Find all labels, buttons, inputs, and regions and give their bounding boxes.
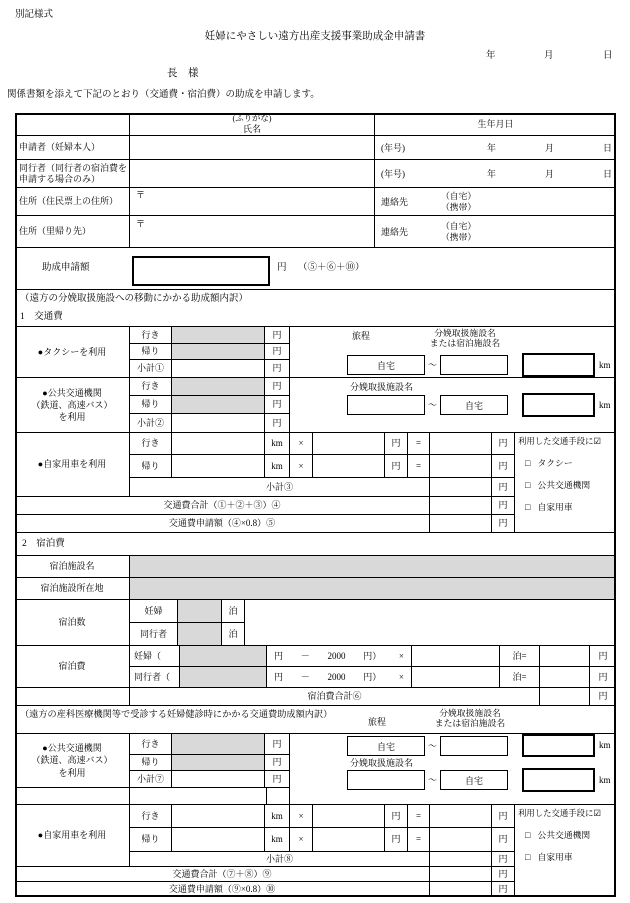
section3-note: （遠方の産科医療機関等で受診する妊婦健診時にかかる交通費助成額内訳） — [20, 709, 333, 719]
lodging-companion-cost-input[interactable] — [180, 667, 267, 688]
lodging-companion-nights-input[interactable] — [412, 667, 500, 688]
checkbox-taxi[interactable]: □ タクシー — [525, 457, 573, 468]
date-year-label: 年 — [486, 51, 496, 61]
companion-year-label: 年 — [487, 169, 497, 179]
kana-label: (ふりがな) — [232, 114, 272, 123]
checkbox-icon[interactable]: □ — [525, 479, 531, 490]
address1-postal-mark: 〒 — [136, 190, 146, 200]
lodging-name-label: 宿泊施設名 — [15, 556, 130, 578]
facility-label-2: 分娩取扱施設名 — [350, 382, 414, 392]
lodging-address-label: 宿泊施設所在地 — [15, 578, 130, 600]
section1-heading: 1 交通費 — [20, 312, 63, 322]
address1-row-label: 住所（住民票上の住所） — [15, 188, 130, 216]
checkup-car-go-rate-input[interactable] — [313, 805, 385, 828]
checkup-distance-km-1: km — [599, 740, 611, 750]
taxi-distance-km: km — [599, 360, 611, 370]
car-go-label: 行き — [130, 433, 172, 455]
taxi-return-yen: 円 — [265, 343, 290, 360]
section1-note: （遠方の分娩取扱施設への移動にかかる助成額内訳） — [20, 294, 249, 304]
spacer-cell-3 — [267, 788, 290, 805]
birthdate-header-cell — [375, 113, 616, 136]
applicant-name-input[interactable] — [130, 136, 375, 160]
nights-companion-input[interactable] — [178, 623, 222, 646]
transport-request-yen: 円 — [492, 515, 515, 533]
address2-contact-label: 連絡先 — [381, 227, 409, 237]
checkup-car-return-km-input[interactable] — [172, 828, 265, 852]
taxi-journey-tilde: ～ — [428, 360, 438, 370]
grant-amount-yen: 円 — [277, 263, 287, 273]
checkbox-public[interactable]: □ 公共交通機関 — [525, 479, 591, 490]
car-go-total-yen: 円 — [492, 433, 515, 455]
checkup-car-go-km-input[interactable] — [172, 805, 265, 828]
public-subtotal-input[interactable] — [172, 414, 265, 433]
taxi-subtotal-input[interactable] — [172, 360, 265, 378]
car-go-km-unit: km — [265, 433, 290, 455]
checkup-public-return-label: 帰り — [130, 755, 172, 771]
car-return-equals: = — [408, 455, 430, 478]
checkbox-icon[interactable]: □ — [525, 829, 531, 840]
taxi-subtotal-label: 小計① — [130, 360, 172, 378]
checkup-distance-input-2[interactable] — [522, 768, 595, 792]
checkup-car-return-rate-yen: 円 — [385, 828, 408, 852]
lodging-pregnant-label: 妊婦（ — [130, 646, 180, 667]
car-return-rate-yen: 円 — [385, 455, 408, 478]
checkup-car-return-times: × — [290, 828, 313, 852]
address1-mobile-label: （携帯） — [441, 202, 477, 212]
checkup-car-go-rate-yen: 円 — [385, 805, 408, 828]
checkup-public-go-label: 行き — [130, 733, 172, 755]
car-category-cell: ●自家用車を利用 — [15, 433, 130, 497]
car-subtotal-yen: 円 — [492, 478, 515, 497]
nights-companion-unit: 泊 — [222, 623, 245, 646]
checkup-journey-facility-box-1[interactable] — [440, 736, 508, 756]
lodging-companion-formula: 円 － 2000 円） × — [267, 667, 412, 688]
lodging-pregnant-yen: 円 — [590, 646, 616, 667]
checkup-distance-km-2: km — [599, 775, 611, 785]
checkup-journey-tilde-1: ～ — [428, 741, 438, 751]
checkup-public-go-yen: 円 — [265, 733, 290, 755]
applicant-era-label: (年号) — [381, 143, 405, 153]
facility-label-1: 分娩取扱施設名 または宿泊施設名 — [429, 327, 501, 348]
checkup-car-go-km-unit: km — [265, 805, 290, 828]
car-go-km-input[interactable] — [172, 433, 265, 455]
checkup-request-label: 交通費申請額（⑨×0.8）⑩ — [15, 882, 430, 897]
public-journey-home-box: 自宅 — [440, 395, 508, 415]
public-distance-input[interactable] — [522, 393, 595, 417]
checkup-car-return-total-yen: 円 — [492, 828, 515, 852]
checkbox-icon[interactable]: □ — [525, 851, 531, 862]
grant-amount-label: 助成申請額 — [42, 263, 90, 273]
car-go-equals: = — [408, 433, 430, 455]
car-go-rate-yen: 円 — [385, 433, 408, 455]
applicant-year-label: 年 — [487, 143, 497, 153]
checkup-car-return-rate-input[interactable] — [313, 828, 385, 852]
grant-amount-input[interactable] — [132, 256, 270, 286]
taxi-go-label: 行き — [130, 326, 172, 343]
checkup-car-return-label: 帰り — [130, 828, 172, 852]
taxi-journey-start-box: 自宅 — [347, 355, 425, 375]
nights-pregnant-label: 妊婦 — [130, 600, 178, 623]
nights-blank-area — [245, 600, 616, 646]
address2-postal-mark: 〒 — [136, 219, 146, 229]
companion-row-label: 同行者（同行者の宿泊費を申請する場合のみ） — [15, 160, 130, 188]
checkup-public-subtotal-label: 小計⑦ — [130, 771, 172, 788]
checkup-car-go-label: 行き — [130, 805, 172, 828]
checkup-car-return-total-input[interactable] — [430, 828, 492, 852]
public-return-fare-input[interactable] — [172, 396, 265, 414]
nights-companion-label: 同行者 — [130, 623, 178, 646]
public-return-yen: 円 — [265, 396, 290, 414]
checkup-car-go-total-yen: 円 — [492, 805, 515, 828]
companion-name-input[interactable] — [130, 160, 375, 188]
grant-amount-formula: （⑤＋⑥＋⑩） — [298, 263, 365, 273]
facility-label-3: 分娩取扱施設名 または宿泊施設名 — [434, 707, 506, 728]
car-return-rate-input[interactable] — [313, 455, 385, 478]
checkup-car-subtotal-yen: 円 — [492, 852, 515, 867]
intro-sentence: 関係書類を添えて下記のとおり（交通費・宿泊費）の助成を申請します。 — [7, 90, 320, 100]
applicant-day-label: 日 — [603, 143, 613, 153]
checkup-public-category-cell: ●公共交通機関 （鉄道、高速バス） を利用 — [15, 733, 130, 788]
checkup-car-category-cell: ●自家用車を利用 — [15, 805, 130, 867]
journey-label-3: 旅程 — [368, 717, 387, 727]
nights-pregnant-unit: 泊 — [222, 600, 245, 623]
transport-request-label: 交通費申請額（④×0.8）⑤ — [15, 515, 430, 533]
lodging-pregnant-nights-input[interactable] — [412, 646, 500, 667]
transport-total-yen: 円 — [492, 497, 515, 515]
spacer-cell-1 — [15, 788, 130, 805]
checkup-car-go-total-input[interactable] — [430, 805, 492, 828]
car-go-times: × — [290, 433, 313, 455]
page-title: 妊婦にやさしい遠方出産支援事業助成金申請書 — [204, 31, 426, 42]
car-go-rate-input[interactable] — [313, 433, 385, 455]
applicant-month-label: 月 — [545, 143, 555, 153]
checkup-car-return-equals: = — [408, 828, 430, 852]
car-return-total-yen: 円 — [492, 455, 515, 478]
address2-home-label: （自宅） — [441, 221, 477, 231]
lodging-companion-label: 同行者（ — [130, 667, 180, 688]
public-go-fare-input[interactable] — [172, 378, 265, 396]
lodging-total-label: 宿泊費合計⑥ — [130, 688, 540, 706]
checkup-distance-input-1[interactable] — [522, 734, 595, 757]
address1-input[interactable] — [130, 188, 375, 216]
checkbox-checkup-car[interactable]: □ 自家用車 — [525, 851, 573, 862]
public-return-label: 帰り — [130, 396, 172, 414]
checkup-journey-tilde-2: ～ — [428, 775, 438, 785]
applicant-row-label: 申請者（妊婦本人） — [15, 136, 130, 160]
companion-day-label: 日 — [603, 169, 613, 179]
nights-pregnant-input[interactable] — [178, 600, 222, 623]
lodging-total-input[interactable] — [540, 688, 590, 706]
checkup-public-return-yen: 円 — [265, 755, 290, 771]
checkbox-car[interactable]: □ 自家用車 — [525, 501, 573, 512]
checkup-public-subtotal-input[interactable] — [172, 771, 265, 788]
addressee-label: 長 様 — [167, 68, 199, 79]
public-subtotal-yen: 円 — [265, 414, 290, 433]
lodging-pregnant-formula: 円 － 2000 円） × — [267, 646, 412, 667]
lodging-total-yen: 円 — [590, 688, 616, 706]
lodging-total-blank — [15, 688, 130, 706]
checkup-facility-label: 分娩取扱施設名 — [350, 758, 414, 768]
transport-mode-title: 利用した交通手段に☑ — [518, 437, 601, 446]
date-month-label: 月 — [544, 51, 554, 61]
address2-contact-input[interactable] — [375, 216, 616, 248]
checkup-request-input[interactable] — [430, 882, 492, 897]
name-header-cell — [130, 113, 375, 136]
public-journey-tilde: ～ — [428, 400, 438, 410]
checkup-car-subtotal-label: 小計⑧ — [130, 852, 430, 867]
section2-heading: 2 宿泊費 — [15, 533, 616, 556]
public-distance-km: km — [599, 400, 611, 410]
lodging-cost-category-cell: 宿泊費 — [15, 646, 130, 688]
checkup-journey-facility-box-2[interactable] — [347, 770, 425, 790]
checkup-journey-home-box: 自宅 — [440, 770, 508, 790]
checkbox-icon[interactable]: □ — [525, 457, 531, 468]
checkup-public-go-fare-input[interactable] — [172, 733, 265, 755]
checkup-mode-title: 利用した交通手段に☑ — [518, 809, 601, 818]
car-subtotal-label: 小計③ — [130, 478, 430, 497]
address2-mobile-label: （携帯） — [441, 232, 477, 242]
taxi-distance-input[interactable] — [522, 353, 595, 377]
birthdate-label: 生年月日 — [477, 118, 514, 129]
address1-contact-label: 連絡先 — [381, 197, 409, 207]
checkup-car-go-times: × — [290, 805, 313, 828]
lodging-pregnant-total-input[interactable] — [540, 646, 590, 667]
checkup-public-return-fare-input[interactable] — [172, 755, 265, 771]
car-return-total-input[interactable] — [430, 455, 492, 478]
checkup-total-label: 交通費合計（⑦＋⑧）⑨ — [15, 867, 430, 882]
public-category-cell: ●公共交通機関 （鉄道、高速バス） を利用 — [15, 378, 130, 433]
lodging-name-input[interactable] — [130, 556, 616, 578]
taxi-return-fare-input[interactable] — [172, 343, 265, 360]
checkup-public-subtotal-yen: 円 — [265, 771, 290, 788]
public-go-label: 行き — [130, 378, 172, 396]
address2-input[interactable] — [130, 216, 375, 248]
car-subtotal-input[interactable] — [430, 478, 492, 497]
lodging-pregnant-cost-input[interactable] — [180, 646, 267, 667]
checkup-total-yen: 円 — [492, 867, 515, 882]
checkup-car-subtotal-input[interactable] — [430, 852, 492, 867]
companion-month-label: 月 — [545, 169, 555, 179]
public-journey-facility-box[interactable] — [347, 395, 425, 415]
taxi-return-label: 帰り — [130, 343, 172, 360]
taxi-journey-facility-box[interactable] — [440, 355, 508, 375]
address1-contact-input[interactable] — [375, 188, 616, 216]
taxi-go-yen: 円 — [265, 326, 290, 343]
checkup-total-input[interactable] — [430, 867, 492, 882]
journey-label-1: 旅程 — [352, 331, 371, 341]
companion-era-label: (年号) — [381, 169, 405, 179]
lodging-companion-yen: 円 — [590, 667, 616, 688]
lodging-pregnant-nights-eq: 泊= — [500, 646, 540, 667]
taxi-go-fare-input[interactable] — [172, 326, 265, 343]
checkup-car-go-equals: = — [408, 805, 430, 828]
checkup-journey-start-box: 自宅 — [347, 736, 425, 756]
public-go-yen: 円 — [265, 378, 290, 396]
address2-row-label: 住所（里帰り先） — [15, 216, 130, 248]
lodging-companion-nights-eq: 泊= — [500, 667, 540, 688]
car-return-label: 帰り — [130, 455, 172, 478]
corner-blank-cell — [15, 113, 130, 136]
lodging-companion-total-input[interactable] — [540, 667, 590, 688]
spacer-cell-2 — [130, 788, 267, 805]
checkbox-checkup-public[interactable]: □ 公共交通機関 — [525, 829, 591, 840]
car-return-times: × — [290, 455, 313, 478]
checkup-request-yen: 円 — [492, 882, 515, 897]
car-go-total-input[interactable] — [430, 433, 492, 455]
transport-request-input[interactable] — [430, 515, 492, 533]
date-day-label: 日 — [603, 51, 613, 61]
checkbox-icon[interactable]: □ — [525, 501, 531, 512]
taxi-subtotal-yen: 円 — [265, 360, 290, 378]
transport-total-input[interactable] — [430, 497, 492, 515]
lodging-address-input[interactable] — [130, 578, 616, 600]
public-subtotal-label: 小計② — [130, 414, 172, 433]
taxi-category-cell: ●タクシーを利用 — [15, 326, 130, 378]
address1-home-label: （自宅） — [441, 191, 477, 201]
car-return-km-unit: km — [265, 455, 290, 478]
form-style-note: 別記様式 — [15, 10, 54, 20]
car-return-km-input[interactable] — [172, 455, 265, 478]
transport-total-label: 交通費合計（①＋②＋③）④ — [15, 497, 430, 515]
name-label: 氏名 — [242, 123, 261, 134]
nights-category-cell: 宿泊数 — [15, 600, 130, 646]
checkup-car-return-km-unit: km — [265, 828, 290, 852]
